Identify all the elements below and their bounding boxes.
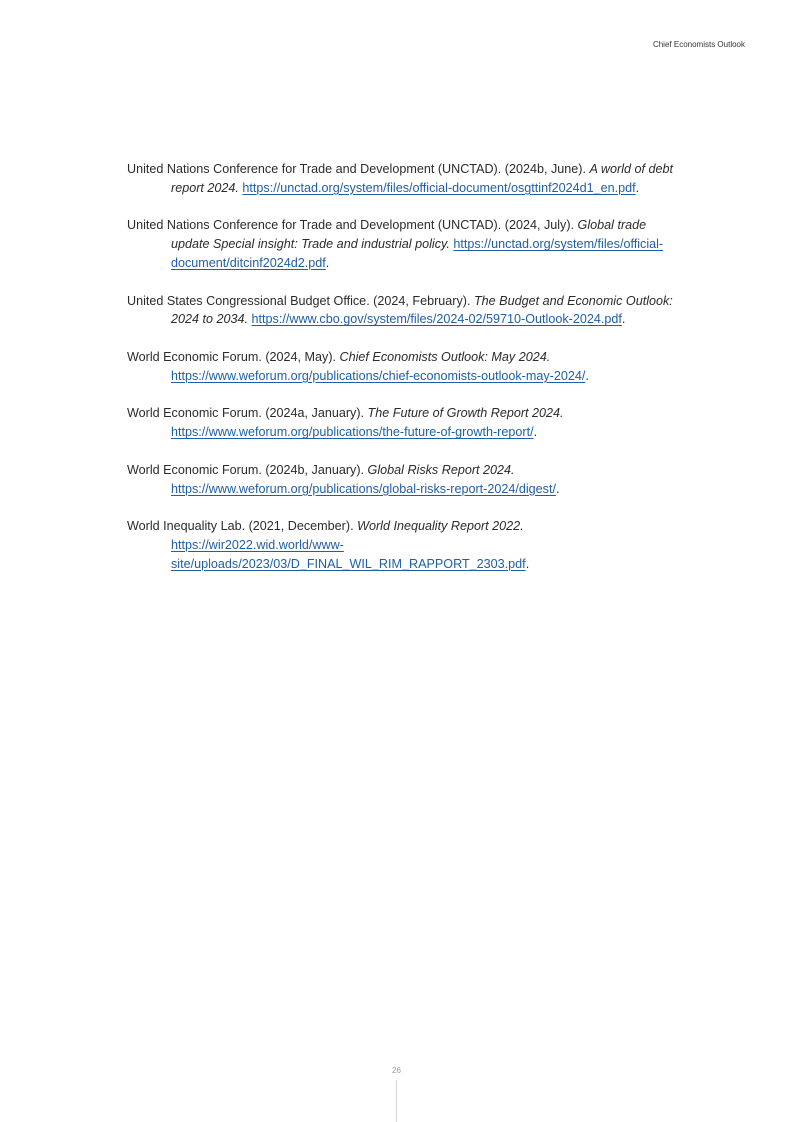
- reference-link[interactable]: https://www.weforum.org/publications/the-future-of-growth-report/: [171, 425, 534, 440]
- reference-title: The Budget and Economic Outlook: 2024 to 2034.: [171, 293, 673, 327]
- reference-punctuation: .: [635, 180, 640, 195]
- reference-punctuation: .: [533, 425, 538, 440]
- reference-title: Global trade update Special insight: Trade and industrial policy.: [171, 218, 647, 252]
- reference-item: [127, 404, 677, 442]
- reference-list: [127, 160, 677, 592]
- reference-link[interactable]: https://www.cbo.gov/system/files/2024-02/59710-Outlook-2024.pdf: [251, 312, 622, 327]
- running-header: Chief Economists Outlook: [652, 40, 745, 49]
- reference-title: World Inequality Report 2022.: [357, 519, 524, 534]
- reference-author-date: World Economic Forum. (2024, May).: [127, 349, 337, 364]
- reference-punctuation: .: [621, 312, 626, 327]
- page-number: 26: [392, 1066, 401, 1075]
- reference-author-date: United Nations Conference for Trade and Development (UNCTAD). (2024, July).: [127, 218, 575, 233]
- reference-link[interactable]: https://www.weforum.org/publications/global-risks-report-2024/digest/: [171, 481, 556, 496]
- reference-title: Global Risks Report 2024.: [367, 462, 515, 477]
- reference-item: [127, 517, 677, 573]
- reference-link[interactable]: https://www.weforum.org/publications/chief-economists-outlook-may-2024/: [171, 368, 586, 383]
- reference-item: [127, 461, 677, 499]
- reference-item: [127, 292, 677, 330]
- reference-link[interactable]: https://unctad.org/system/files/official-document/ditcinf2024d2.pdf: [171, 237, 664, 270]
- reference-author-date: World Inequality Lab. (2021, December).: [127, 519, 354, 534]
- reference-author-date: United Nations Conference for Trade and Development (UNCTAD). (2024b, June).: [127, 162, 586, 176]
- reference-author-date: United States Congressional Budget Office. (2024, February).: [127, 293, 471, 308]
- reference-punctuation: .: [525, 556, 530, 571]
- reference-item: [127, 160, 677, 198]
- reference-punctuation: .: [555, 481, 560, 496]
- reference-link[interactable]: https://unctad.org/system/files/official-document/osgttinf2024d1_en.pdf: [242, 180, 636, 195]
- reference-item: [127, 348, 677, 386]
- reference-title: The Future of Growth Report 2024.: [367, 406, 564, 421]
- reference-author-date: World Economic Forum. (2024b, January).: [127, 462, 365, 477]
- reference-item: [127, 216, 677, 272]
- reference-punctuation: .: [325, 255, 330, 270]
- reference-title: A world of debt report 2024.: [171, 162, 674, 195]
- reference-author-date: World Economic Forum. (2024a, January).: [127, 406, 365, 421]
- reference-title: Chief Economists Outlook: May 2024.: [339, 349, 551, 364]
- footer-divider: [396, 1080, 397, 1122]
- reference-punctuation: .: [585, 368, 589, 383]
- reference-link[interactable]: https://wir2022.wid.world/www-site/uploads/2023/03/D_FINAL_WIL_RIM_RAPPORT_2303.pdf: [171, 537, 526, 571]
